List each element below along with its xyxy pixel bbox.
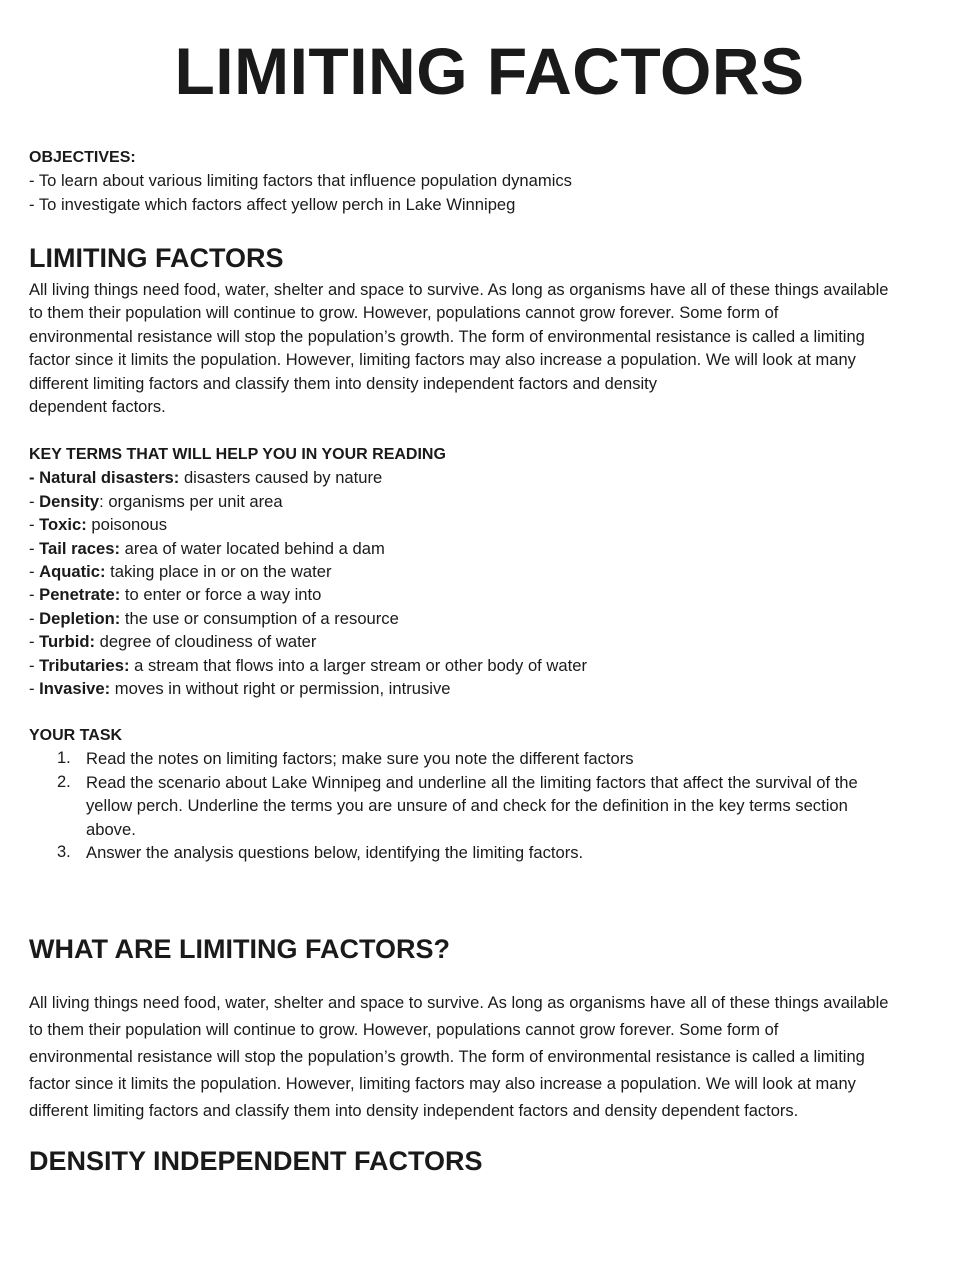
key-term-item: - Depletion: the use or consumption of a resource: [29, 608, 399, 628]
key-term-definition: : organisms per unit area: [99, 491, 283, 511]
paragraph-line: All living things need food, water, shelter and space to survive. As long as organisms have all of these things available: [29, 994, 889, 1012]
task-line: above.: [86, 819, 136, 839]
key-terms-section: [29, 443, 944, 700]
key-term-item: - Toxic: poisonous: [29, 515, 168, 535]
key-term-definition: area of water located behind a dam: [120, 538, 385, 558]
what-are-limiting-factors-section: [29, 933, 944, 965]
key-term-definition: moves in without right or permission, intrusive: [110, 679, 451, 699]
task-number: 2.: [57, 772, 71, 791]
key-term-definition: degree of cloudiness of water: [95, 632, 317, 652]
key-term-name: Toxic:: [39, 515, 87, 535]
paragraph-line: environmental resistance will stop the population’s growth. The form of environmental resistance is called a limiting: [29, 1048, 865, 1066]
paragraph-line: to them their population will continue to grow. However, populations cannot grow forever. Some form of: [29, 304, 779, 323]
task-item: [29, 771, 944, 841]
paragraph-line: factor since it limits the population. However, limiting factors may also increase a population. We will look at many: [29, 351, 856, 370]
key-term-item: - Aquatic: taking place in or on the water: [29, 562, 332, 582]
page-title: LIMITING FACTORS: [174, 34, 805, 108]
paragraph-line: to them their population will continue to grow. However, populations cannot grow forever. Some form of: [29, 1021, 779, 1039]
key-term-item: - Invasive: moves in without right or permission, intrusive: [29, 679, 451, 699]
task-line: Answer the analysis questions below, identifying the limiting factors.: [86, 843, 584, 863]
key-term-name: Tail races:: [39, 538, 121, 558]
section-heading-what-are-limiting-factors: WHAT ARE LIMITING FACTORS?: [29, 934, 450, 964]
task-list: [29, 747, 944, 864]
task-line: yellow perch. Underline the terms you are unsure of and check for the definition in the key terms section: [86, 796, 848, 816]
key-term-definition: poisonous: [86, 515, 168, 535]
key-term-definition: the use or consumption of a resource: [120, 608, 399, 628]
key-term-name: Penetrate:: [39, 585, 121, 605]
task-line: Read the notes on limiting factors; make sure you note the different factors: [86, 749, 634, 769]
key-term-name: Aquatic:: [39, 562, 106, 582]
key-terms-label: KEY TERMS THAT WILL HELP YOU IN YOUR READING: [29, 446, 446, 463]
objective-item: - To investigate which factors affect yellow perch in Lake Winnipeg: [29, 194, 516, 214]
paragraph-line: different limiting factors and classify them into density independent factors and density: [29, 374, 657, 393]
key-term-item: - Density: organisms per unit area: [29, 491, 283, 511]
key-term-name: Tributaries:: [39, 655, 130, 675]
task-number: 1.: [57, 749, 71, 768]
key-term-definition: taking place in or on the water: [105, 562, 332, 582]
limiting-factors-section: [29, 242, 944, 274]
key-term-definition: to enter or force a way into: [120, 585, 322, 605]
key-term-definition: disasters caused by nature: [179, 468, 383, 488]
section-heading-limiting-factors: LIMITING FACTORS: [29, 243, 284, 273]
paragraph-line: different limiting factors and classify them into density independent factors and density dependent factors.: [29, 1102, 799, 1120]
task-line: Read the scenario about Lake Winnipeg and underline all the limiting factors that affect the survival of the: [86, 772, 858, 792]
key-term-name: Depletion:: [39, 608, 121, 628]
your-task-section: [29, 724, 944, 864]
objective-item: - To learn about various limiting factors that influence population dynamics: [29, 171, 572, 191]
key-term-name: - Natural disasters:: [29, 468, 180, 488]
objectives-section: [29, 146, 944, 216]
your-task-label: YOUR TASK: [29, 727, 123, 744]
task-number: 3.: [57, 843, 71, 862]
paragraph-line: All living things need food, water, shelter and space to survive. As long as organisms have all of these things available: [29, 281, 889, 299]
key-term-item: - Tail races: area of water located behind a dam: [29, 538, 385, 558]
key-term-name: Turbid:: [39, 632, 96, 652]
key-term-item: - Turbid: degree of cloudiness of water: [29, 632, 317, 652]
paragraph-line: dependent factors.: [29, 398, 166, 417]
key-term-item: [29, 466, 944, 489]
limiting-factors-paragraph: [29, 279, 944, 419]
density-independent-section: [29, 1145, 944, 1177]
paragraph-line: environmental resistance will stop the population’s growth. The form of environmental resistance is called a limiting: [29, 327, 865, 346]
task-item: [29, 747, 944, 770]
section-heading-density-independent-factors: DENSITY INDEPENDENT FACTORS: [29, 1146, 483, 1176]
key-term-item: - Tributaries: a stream that flows into a larger stream or other body of water: [29, 655, 587, 675]
key-term-name: Density: [39, 491, 100, 511]
what-are-limiting-factors-paragraph: [29, 990, 944, 1125]
objectives-label: OBJECTIVES:: [29, 149, 136, 166]
key-term-name: Invasive:: [39, 679, 111, 699]
key-term-item: - Penetrate: to enter or force a way into: [29, 585, 322, 605]
task-item: [29, 841, 944, 864]
paragraph-line: factor since it limits the population. However, limiting factors may also increase a population. We will look at many: [29, 1075, 856, 1093]
key-term-definition: a stream that flows into a larger stream or other body of water: [129, 655, 587, 675]
